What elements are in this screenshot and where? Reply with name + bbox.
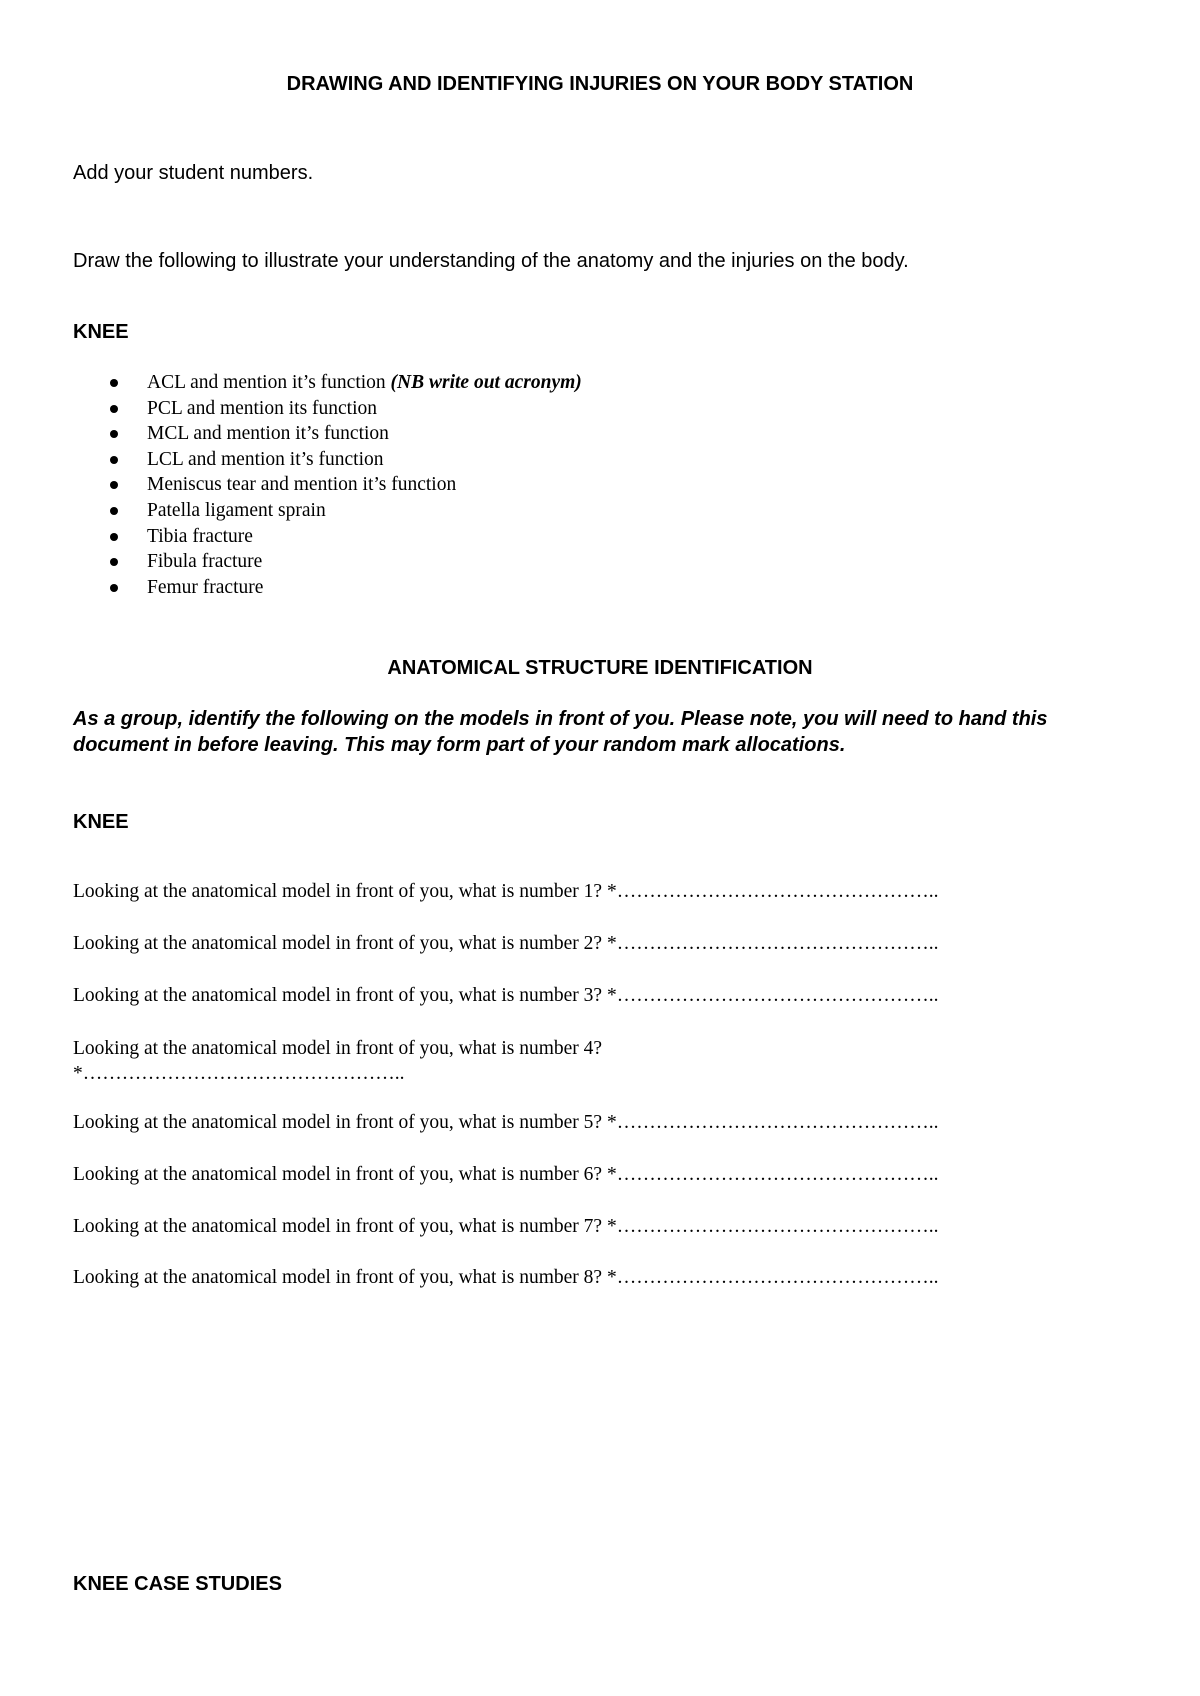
- list-item-text: Meniscus tear and mention it’s function: [147, 474, 457, 496]
- list-item: [105, 421, 582, 447]
- bullet-icon: [110, 507, 118, 515]
- list-item: [105, 498, 582, 524]
- knee-drawing-list: [105, 370, 582, 600]
- identification-heading: ANATOMICAL STRUCTURE IDENTIFICATION: [387, 657, 813, 679]
- list-item-text: Tibia fracture: [147, 525, 253, 547]
- list-item: [105, 370, 582, 396]
- acronym-note: (NB write out acronym): [390, 372, 582, 393]
- question-5: Looking at the anatomical model in front of you, what is number 5? *…………………………………………..: [73, 1112, 939, 1133]
- bullet-icon: [110, 558, 118, 566]
- bullet-icon: [110, 584, 118, 592]
- bullet-icon: [110, 430, 118, 438]
- list-item-text: LCL and mention it’s function: [147, 448, 384, 470]
- list-item-text: MCL and mention it’s function: [147, 423, 389, 445]
- list-item-text: ACL and mention it’s function: [147, 372, 391, 393]
- list-item-text: Fibula fracture: [147, 551, 263, 573]
- list-item: [105, 575, 582, 601]
- list-item: [105, 396, 582, 422]
- list-item: [105, 447, 582, 473]
- list-item: [105, 472, 582, 498]
- list-item: [105, 549, 582, 575]
- bullet-icon: [110, 481, 118, 489]
- list-item: [105, 524, 582, 550]
- draw-instruction: Draw the following to illustrate your understanding of the anatomy and the injuries on the body.: [73, 250, 909, 272]
- list-item-text: Patella ligament sprain: [147, 499, 326, 521]
- student-numbers-prompt: Add your student numbers.: [73, 162, 314, 184]
- question-2: Looking at the anatomical model in front of you, what is number 2? *…………………………………………..: [73, 933, 939, 954]
- list-item-text: Femur fracture: [147, 576, 264, 598]
- document-title: DRAWING AND IDENTIFYING INJURIES ON YOUR BODY STATION: [286, 73, 914, 95]
- bullet-icon: [110, 379, 118, 387]
- knee-identification-heading: KNEE: [73, 811, 129, 833]
- question-6: Looking at the anatomical model in front of you, what is number 6? *…………………………………………..: [73, 1164, 939, 1185]
- question-7: Looking at the anatomical model in front of you, what is number 7? *…………………………………………..: [73, 1216, 939, 1237]
- bullet-icon: [110, 456, 118, 464]
- bullet-icon: [110, 405, 118, 413]
- knee-heading: KNEE: [73, 321, 129, 343]
- list-item-text: PCL and mention its function: [147, 397, 378, 419]
- group-instruction: As a group, identify the following on the models in front of you. Please note, you will need to hand this document in before leaving. This may form part of your random mark allocations.: [73, 708, 1048, 756]
- question-3: Looking at the anatomical model in front of you, what is number 3? *…………………………………………..: [73, 985, 939, 1006]
- bullet-icon: [110, 533, 118, 541]
- case-studies-heading: KNEE CASE STUDIES: [73, 1573, 282, 1595]
- question-8: Looking at the anatomical model in front of you, what is number 8? *…………………………………………..: [73, 1267, 939, 1288]
- question-1: Looking at the anatomical model in front of you, what is number 1? *…………………………………………..: [73, 881, 939, 902]
- question-4: Looking at the anatomical model in front of you, what is number 4? *…………………………………………..: [73, 1038, 603, 1084]
